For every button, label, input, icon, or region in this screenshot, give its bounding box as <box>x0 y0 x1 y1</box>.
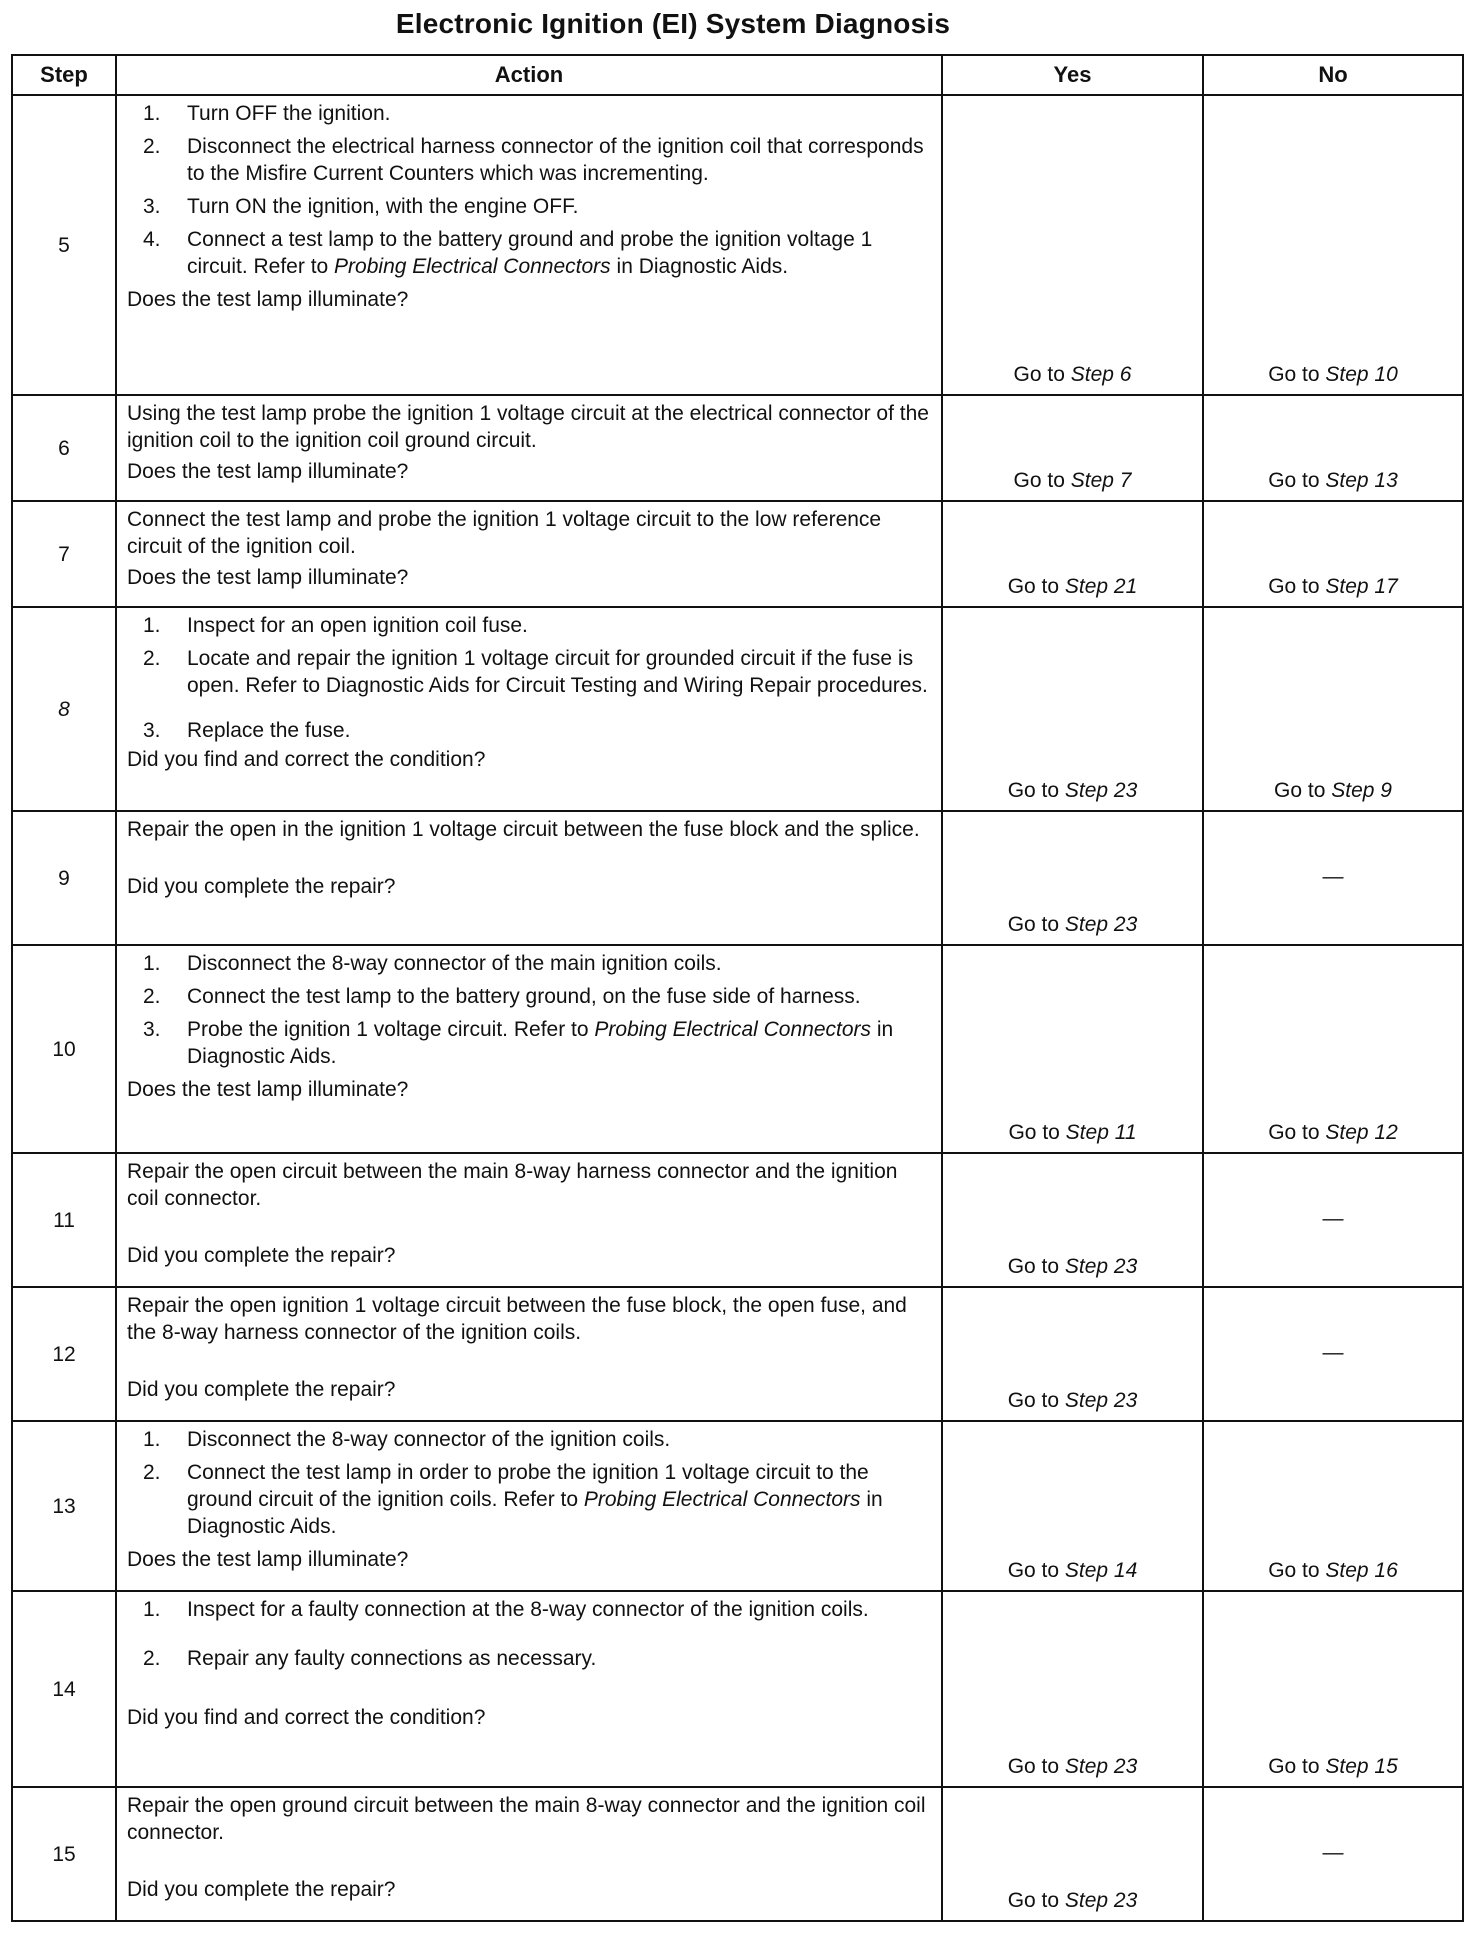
item-text: Inspect for an open ignition coil fuse. <box>187 614 528 637</box>
table-row <box>12 395 1463 501</box>
list-item <box>127 717 931 744</box>
goto-step: Step 23 <box>1064 1389 1138 1412</box>
no-dash: — <box>1322 1841 1344 1865</box>
no-cell <box>1203 1153 1463 1287</box>
question-text: Does the test lamp illuminate? <box>127 1548 409 1571</box>
item-text: Connect the test lamp to the battery ground, on the fuse side of harness. <box>187 985 861 1008</box>
question-text: Does the test lamp illuminate? <box>127 288 409 311</box>
item-text: Probe the ignition 1 voltage circuit. Refer to <box>187 1018 595 1041</box>
item-text: in Diagnostic Aids. <box>610 255 789 278</box>
yes-answer <box>943 1557 1202 1584</box>
action-cell <box>116 95 942 395</box>
step-number: 12 <box>12 1287 116 1421</box>
list-item <box>127 226 931 280</box>
goto-prefix: Go to <box>1013 363 1071 386</box>
item-text: Locate and repair the ignition 1 voltage circuit for grounded circuit if the fuse is open. Refer to Diagnostic Aids for Circuit Testing and Wiring Repair procedures. <box>187 647 928 697</box>
item-text: Disconnect the electrical harness connector of the ignition coil that corresponds to the Misfire Current Counters which was incrementing. <box>187 135 924 185</box>
yes-answer <box>943 911 1202 938</box>
step-number: 7 <box>12 501 116 607</box>
yes-cell <box>942 95 1203 395</box>
action-cell <box>116 1591 942 1787</box>
yes-cell <box>942 1153 1203 1287</box>
no-answer <box>1204 1119 1462 1146</box>
step-number: 6 <box>12 395 116 501</box>
action-cell <box>116 945 942 1153</box>
yes-answer <box>943 573 1202 600</box>
no-cell <box>1203 607 1463 811</box>
item-text: Connect a test lamp to the battery ground and probe the ignition voltage 1 circuit. Refer to <box>187 228 873 278</box>
goto-step: Step 16 <box>1325 1559 1398 1582</box>
goto-prefix: Go to <box>1007 1389 1065 1412</box>
item-number: 1. <box>143 102 161 125</box>
item-text: in Diagnostic Aids. <box>187 1488 883 1538</box>
action-text: Repair the open in the ignition 1 voltage circuit between the fuse block and the splice. <box>127 818 920 841</box>
goto-step: Step 9 <box>1331 779 1392 802</box>
yes-answer <box>943 361 1202 388</box>
action-cell <box>116 607 942 811</box>
no-cell <box>1203 1787 1463 1921</box>
header-yes: Yes <box>942 55 1203 95</box>
yes-answer <box>943 777 1202 804</box>
no-answer <box>1204 1557 1462 1584</box>
list-item <box>127 612 931 639</box>
goto-prefix: Go to <box>1268 1755 1326 1778</box>
table-row <box>12 1787 1463 1921</box>
yes-cell <box>942 607 1203 811</box>
step-number: 5 <box>12 95 116 395</box>
no-cell <box>1203 1287 1463 1421</box>
no-cell <box>1203 811 1463 945</box>
table-row <box>12 1287 1463 1421</box>
action-list <box>127 100 931 280</box>
goto-prefix: Go to <box>1268 575 1326 598</box>
yes-answer <box>943 1753 1202 1780</box>
action-cell <box>116 1421 942 1591</box>
step-number: 9 <box>12 811 116 945</box>
item-number: 2. <box>143 1461 161 1484</box>
no-answer <box>1204 573 1462 600</box>
list-item <box>127 645 931 699</box>
item-number: 3. <box>143 1018 161 1041</box>
question-text: Did you complete the repair? <box>127 1378 396 1401</box>
item-number: 1. <box>143 1428 161 1451</box>
goto-step: Step 6 <box>1070 363 1132 386</box>
item-text: Repair any faulty connections as necessary. <box>187 1647 597 1670</box>
list-item <box>127 1459 931 1540</box>
item-text: Turn ON the ignition, with the engine OFF. <box>187 195 579 218</box>
item-text: Connect the test lamp in order to probe the ignition 1 voltage circuit to the ground circuit of the ignition coils. Refer to <box>187 1461 869 1511</box>
item-number: 2. <box>143 985 161 1008</box>
list-item <box>127 1645 931 1672</box>
goto-prefix: Go to <box>1007 1889 1065 1912</box>
item-number: 2. <box>143 135 161 158</box>
item-text: Replace the fuse. <box>187 719 351 742</box>
question-text: Did you complete the repair? <box>127 1244 396 1267</box>
yes-cell <box>942 501 1203 607</box>
no-cell <box>1203 1421 1463 1591</box>
action-text: Repair the open ground circuit between the main 8-way connector and the ignition coil connector. <box>127 1794 926 1844</box>
item-text-italic: Probing Electrical Connectors <box>594 1018 872 1041</box>
goto-prefix: Go to <box>1268 1121 1326 1144</box>
action-cell <box>116 811 942 945</box>
goto-prefix: Go to <box>1007 575 1065 598</box>
list-item <box>127 1426 931 1453</box>
item-text: Inspect for a faulty connection at the 8-way connector of the ignition coils. <box>187 1598 869 1621</box>
goto-step: Step 23 <box>1064 1755 1138 1778</box>
yes-answer <box>943 1387 1202 1414</box>
question-text: Did you complete the repair? <box>127 1878 396 1901</box>
table-row <box>12 811 1463 945</box>
item-text: Disconnect the 8-way connector of the main ignition coils. <box>187 952 722 975</box>
table-row <box>12 945 1463 1153</box>
goto-step: Step 13 <box>1325 469 1398 492</box>
yes-cell <box>942 1421 1203 1591</box>
question-text: Does the test lamp illuminate? <box>127 566 409 589</box>
goto-prefix: Go to <box>1268 469 1326 492</box>
action-text: Using the test lamp probe the ignition 1 voltage circuit at the electrical connector of the ignition coil to the ignition coil ground circuit. <box>127 402 929 452</box>
action-cell <box>116 1153 942 1287</box>
step-number: 11 <box>12 1153 116 1287</box>
goto-step: Step 23 <box>1064 1255 1138 1278</box>
item-text-italic: Probing Electrical Connectors <box>334 255 611 278</box>
goto-prefix: Go to <box>1007 1559 1065 1582</box>
header-action: Action <box>116 55 942 95</box>
item-number: 3. <box>143 719 161 742</box>
goto-prefix: Go to <box>1274 779 1332 802</box>
item-number: 1. <box>143 614 161 637</box>
action-list <box>127 612 931 744</box>
goto-step: Step 21 <box>1064 575 1138 598</box>
no-cell <box>1203 395 1463 501</box>
header-step: Step <box>12 55 116 95</box>
action-list <box>127 1596 931 1672</box>
goto-prefix: Go to <box>1013 469 1071 492</box>
question-text: Did you complete the repair? <box>127 875 396 898</box>
no-answer <box>1204 1753 1462 1780</box>
yes-cell <box>942 395 1203 501</box>
list-item <box>127 100 931 127</box>
item-number: 1. <box>143 1598 161 1621</box>
goto-prefix: Go to <box>1007 1755 1065 1778</box>
goto-step: Step 23 <box>1064 779 1138 802</box>
yes-answer <box>943 1887 1202 1914</box>
header-no: No <box>1203 55 1463 95</box>
list-item <box>127 983 931 1010</box>
goto-prefix: Go to <box>1007 779 1065 802</box>
action-list <box>127 950 931 1070</box>
goto-step: Step 11 <box>1065 1121 1137 1144</box>
action-cell <box>116 501 942 607</box>
no-dash: — <box>1322 1341 1344 1365</box>
table-row <box>12 501 1463 607</box>
question-text: Does the test lamp illuminate? <box>127 1078 409 1101</box>
item-text: in Diagnostic Aids. <box>187 1018 894 1068</box>
no-dash: — <box>1322 1207 1344 1231</box>
list-item <box>127 133 931 187</box>
no-answer <box>1204 467 1462 494</box>
yes-answer <box>943 1253 1202 1280</box>
no-cell <box>1203 95 1463 395</box>
item-number: 3. <box>143 195 161 218</box>
item-text: Turn OFF the ignition. <box>187 102 391 125</box>
goto-step: Step 14 <box>1064 1559 1138 1582</box>
goto-prefix: Go to <box>1268 1559 1326 1582</box>
goto-step: Step 10 <box>1325 363 1398 386</box>
action-text: Repair the open ignition 1 voltage circuit between the fuse block, the open fuse, and the 8-way harness connector of the ignition coils. <box>127 1294 907 1344</box>
goto-step: Step 23 <box>1064 913 1138 936</box>
table-row <box>12 607 1463 811</box>
yes-cell <box>942 1287 1203 1421</box>
question-text: Does the test lamp illuminate? <box>127 460 409 483</box>
item-text: Disconnect the 8-way connector of the ignition coils. <box>187 1428 671 1451</box>
no-dash: — <box>1322 865 1344 889</box>
no-cell <box>1203 945 1463 1153</box>
no-answer <box>1204 361 1462 388</box>
no-cell <box>1203 501 1463 607</box>
yes-cell <box>942 1787 1203 1921</box>
item-text-italic: Probing Electrical Connectors <box>583 1488 861 1511</box>
action-cell <box>116 1287 942 1421</box>
goto-prefix: Go to <box>1007 913 1065 936</box>
table-row <box>12 1591 1463 1787</box>
step-number: 10 <box>12 945 116 1153</box>
goto-prefix: Go to <box>1008 1121 1066 1144</box>
table-row <box>12 1153 1463 1287</box>
goto-step: Step 15 <box>1325 1755 1398 1778</box>
step-number: 15 <box>12 1787 116 1921</box>
question-text: Did you find and correct the condition? <box>127 1706 486 1729</box>
action-text: Repair the open circuit between the main 8-way harness connector and the ignition coil connector. <box>127 1160 898 1210</box>
yes-answer <box>943 1119 1202 1146</box>
no-answer <box>1204 777 1462 804</box>
table-row <box>12 95 1463 395</box>
action-cell <box>116 395 942 501</box>
list-item <box>127 1596 931 1623</box>
item-number: 2. <box>143 1647 161 1670</box>
item-number: 1. <box>143 952 161 975</box>
page-title: Electronic Ignition (EI) System Diagnosis <box>395 8 951 39</box>
step-number: 13 <box>12 1421 116 1591</box>
step-number: 14 <box>12 1591 116 1787</box>
yes-cell <box>942 1591 1203 1787</box>
list-item <box>127 193 931 220</box>
list-item <box>127 1016 931 1070</box>
yes-cell <box>942 811 1203 945</box>
action-text: Connect the test lamp and probe the ignition 1 voltage circuit to the low reference circuit of the ignition coil. <box>127 508 882 558</box>
item-number: 2. <box>143 647 161 670</box>
yes-answer <box>943 467 1202 494</box>
question-text: Did you find and correct the condition? <box>127 748 486 771</box>
list-item <box>127 950 931 977</box>
item-number: 4. <box>143 228 161 251</box>
goto-step: Step 23 <box>1064 1889 1138 1912</box>
no-cell <box>1203 1591 1463 1787</box>
action-list <box>127 1426 931 1540</box>
yes-cell <box>942 945 1203 1153</box>
goto-prefix: Go to <box>1268 363 1326 386</box>
goto-prefix: Go to <box>1007 1255 1065 1278</box>
diagnosis-table <box>11 54 1464 1922</box>
table-row <box>12 1421 1463 1591</box>
action-cell <box>116 1787 942 1921</box>
step-number: 8 <box>12 607 116 811</box>
goto-step: Step 17 <box>1325 575 1398 598</box>
table-header-row <box>12 55 1463 95</box>
goto-step: Step 12 <box>1325 1121 1398 1144</box>
goto-step: Step 7 <box>1070 469 1132 492</box>
